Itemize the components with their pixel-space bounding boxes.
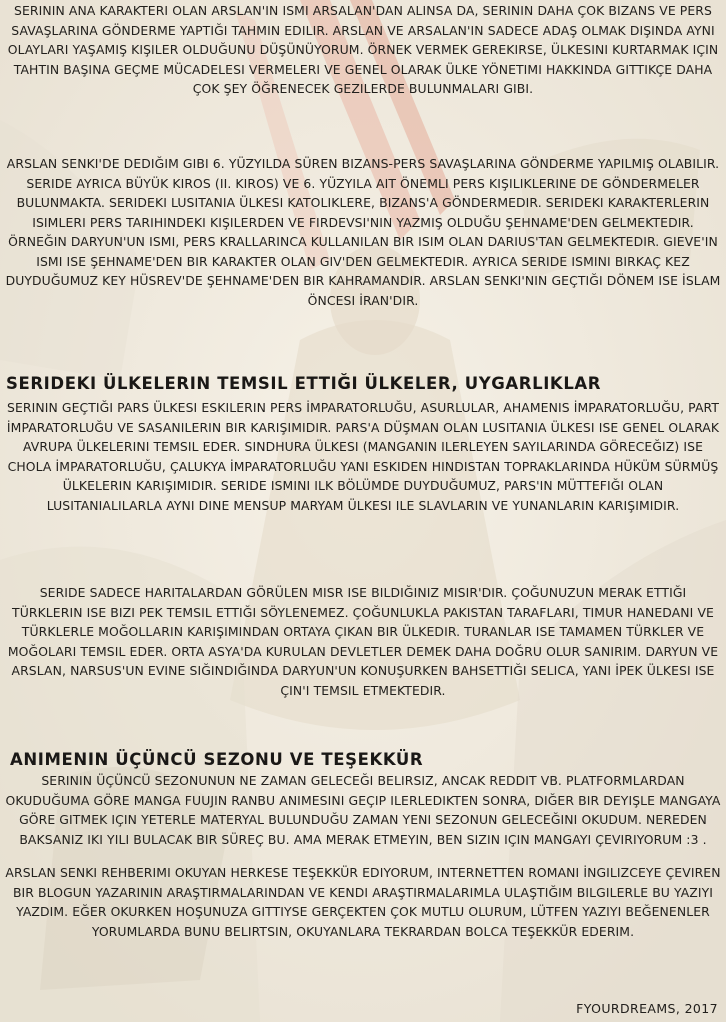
countries-paragraph-1: SERININ GEÇTIĞI PARS ÜLKESI ESKILERIN PERS İMPARATORLUĞU, ASURLULAR, AHAMENIS İMPARATORLUĞU, PART İMPARATORLUĞU VE SASANILERIN BIR KARIŞIMIDIR. PARS'A DÜŞMAN OLAN LUSITANIA ÜLKESI ISE GENEL OLARAK AVRUPA ÜLKELERINI TEMSIL EDER. SINDHURA ÜLKESI (MANGANIN ILERLEYEN SAYILARINDA GÖRECEĞIZ) ISE CHOLA İMPARATORLUĞU, ÇALUKYA İMPARATORLUĞU YANI ESKIDEN HINDISTAN TOPRAKLARINDA HÜKÜM SÜRMÜŞ ÜLKELERIN KARIŞIMIDIR. SERIDE ISMINI ILK BÖLÜMDE DUYDUĞUMUZ, PARS'IN MÜTTEFIĞI OLAN LUSITANIALILARLA AYNI DINE MENSUP MARYAM ÜLKESI ILE SLAVLARIN VE YUNANLARIN KARIŞIMIDIR. [6,400,720,513]
thanks-paragraph: ARSLAN SENKI REHBERIMI OKUYAN HERKESE TEŞEKKÜR EDIYORUM, INTERNETTEN ROMANI İNGILIZCEYE ÇEVIREN BIR BLOGUN YAZARININ ARAŞTIRMALARINDAN VE KENDI ARAŞTIRMALARIMLA ULAŞTIĞIM BILGILERLE BU YAZIYI YAZDIM. EĞER OKURKEN HOŞUNUZA GITTIYSE GERÇEKTEN ÇOK MUTLU OLURUM, LÜTFEN YAZIYI BEĞENENLER YORUMLARDA BUNU BELIRTSIN, OKUYANLARA TEKRARDAN BOLCA TEŞEKKÜR EDERIM. [5,865,721,939]
countries-heading: SERIDEKI ÜLKELERIN TEMSIL ETTIĞI ÜLKELER, UYGARLIKLAR [6,374,602,393]
countries-paragraph-2: SERIDE SADECE HARITALARDAN GÖRÜLEN MISR ISE BILDIĞINIZ MISIR'DIR. ÇOĞUNUZUN MERAK ETTIĞI TÜRKLERIN ISE BIZI PEK TEMSIL ETTIĞI SÖYLENEMEZ. ÇOĞUNLUKLA PAKISTAN TARAFLARI, TIMUR HANEDANI VE TÜRKLERLE MOĞOLLARIN KARIŞIMINDAN ORTAYA ÇIKAN BIR ÜLKEDIR. TURANLAR ISE TAMAMEN TÜRKLER VE MOĞOLARI TEMSIL EDER. ORTA ASYA'DA KURULAN DEVLETLER DEMEK DAHA DOĞRU OLUR SANIRIM. DARYUN VE ARSLAN, NARSUS'UN EVINE SIĞINDIĞINDA DARYUN'UN KONUŞURKEN BAHSETTIĞI SELICA, YANI İPEK ÜLKESI ISE ÇIN'I TEMSIL ETMEKTEDIR. [7,585,719,698]
author-signature: FYOURDREAMS, 2017 [576,1001,718,1016]
intro-paragraph-1: SERININ ANA KARAKTERI OLAN ARSLAN'IN ISMI ARSALAN'DAN ALINSA DA, SERININ DAHA ÇOK BIZANS VE PERS SAVAŞLARINA GÖNDERME YAPTIĞI TAHMIN EDILIR. ARSLAN VE ARSALAN'IN SADECE ADAŞ OLMAK DIŞINDA AYNI OLAYLARI YAŞAMIŞ KIŞILER OLDUĞUNU DÜŞÜNÜYORUM. ÖRNEK VERMEK GEREKIRSE, ÜLKESINI KURTARMAK IÇIN TAHTIN BAŞINA GEÇME MÜCADELESI VERMELERI VE GENEL OLARAK ÜLKE YÖNETIMI HAKKINDA GITTIKÇE DAHA ÇOK ŞEY ÖĞRENECEK GEZILERDE BULUNMALARI GIBI. [7,3,719,96]
intro-paragraph-2: ARSLAN SENKI'DE DEDIĞIM GIBI 6. YÜZYILDA SÜREN BIZANS-PERS SAVAŞLARINA GÖNDERME YAPILMIŞ OLABILIR. SERIDE AYRICA BÜYÜK KIROS (II. KIROS) VE 6. YÜZYILA AIT ÖNEMLI PERS KIŞILIKLERINE DE GÖNDERMELER BULUNMAKTA. SERIDEKI LUSITANIA ÜLKESI KATOLIKLERE, BIZANS'A GÖNDERMEDIR. SERIDEKI KARAKTERLERIN ISIMLERI PERS TARIHINDEKI KIŞILERDEN VE FIRDEVSI'NIN YAZMIŞ OLDUĞU ŞEHNAME'DEN GELMEKTEDIR. ÖRNEĞIN DARYUN'UN ISMI, PERS KRALLARINCA KULLANILAN BIR ISIM OLAN DARIUS'TAN GELMEKTEDIR. GIEVE'IN ISMI ISE ŞEHNAME'DEN BIR KARAKTER OLAN GIV'DEN GELMEKTEDIR. AYRICA SERIDE ISMINI BIRKAÇ KEZ DUYDUĞUMUZ KEY HÜSREV'DE ŞEHNAME'DEN BIR KAHRAMANDIR. ARSLAN SENKI'NIN GEÇTIĞI DÖNEM ISE İSLAM ÖNCESI İRAN'DIR. [5,156,721,308]
season-heading: ANIMENIN ÜÇÜNCÜ SEZONU VE TEŞEKKÜR [10,750,424,769]
season-paragraph-1: SERININ ÜÇÜNCÜ SEZONUNUN NE ZAMAN GELECEĞI BELIRSIZ, ANCAK REDDIT VB. PLATFORMLARDAN OKUDUĞUMA GÖRE MANGA FUUJIN RANBU ANIMESINI GEÇIP ILERLEDIKTEN SONRA, DIĞER BIR DEYIŞLE MANGAYA GÖRE GITMEK IÇIN YETERLE MATERYAL BULUNDUĞU ZAMAN YENI SEZONUN GELECEĞINI OKUDUM. NEREDEN BAKSANIZ IKI YILI BULACAK BIR SÜREÇ BU. AMA MERAK ETMEYIN, BEN SIZIN IÇIN MANGAYI ÇEVIRIYORUM :3 . [5,773,721,847]
